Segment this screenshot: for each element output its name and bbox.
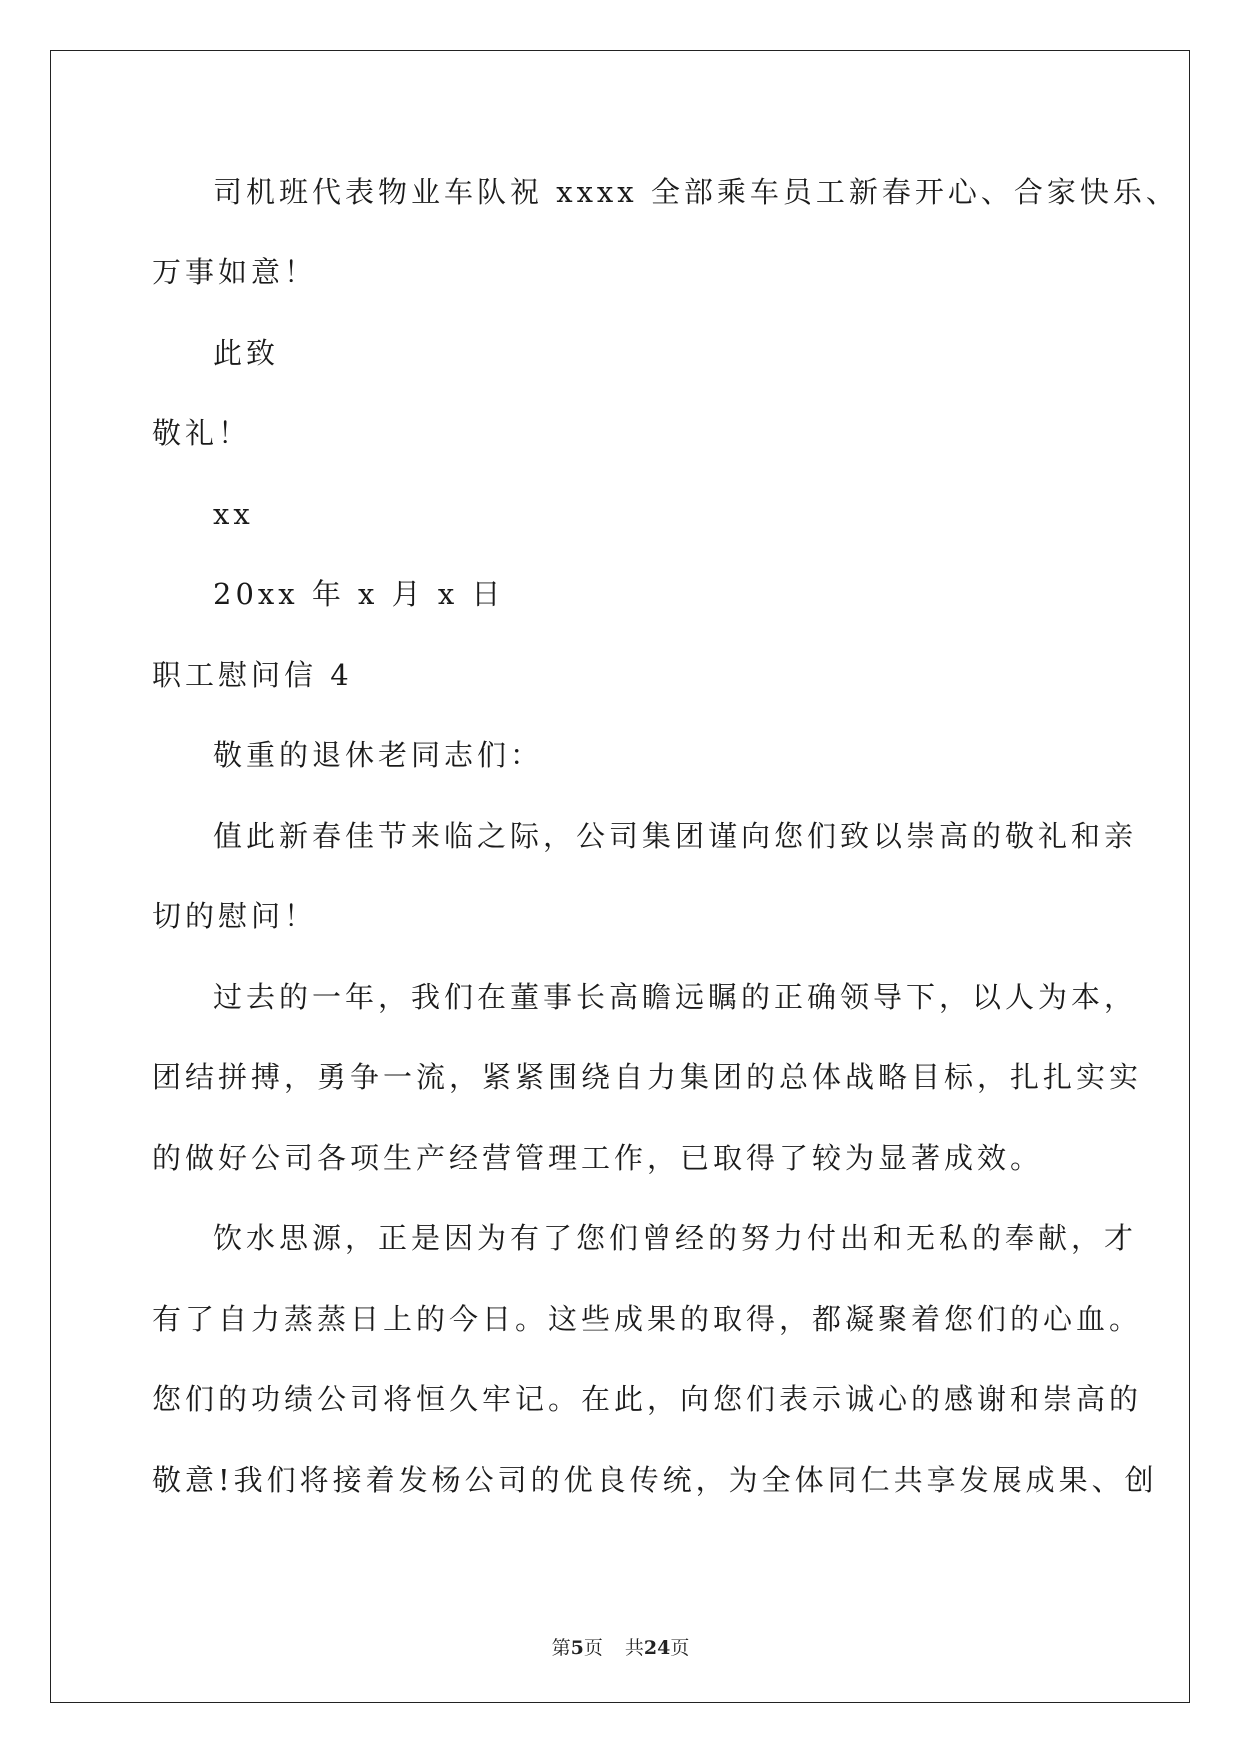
body-line: 切的慰问！ xyxy=(152,899,318,933)
body-line: 饮水思源，正是因为有了您们曾经的努力付出和无私的奉献，才 xyxy=(213,1221,1138,1255)
body-line: 值此新春佳节来临之际，公司集团谨向您们致以崇高的敬礼和亲 xyxy=(213,819,1138,853)
body-line: 团结拼搏，勇争一流，紧紧围绕自力集团的总体战略目标，扎扎实实 xyxy=(152,1060,1143,1094)
total-pages: 24 xyxy=(643,1637,671,1659)
page-footer xyxy=(0,1633,1241,1660)
body-line: 您们的功绩公司将恒久牢记。在此，向您们表示诚心的感谢和崇高的 xyxy=(152,1382,1143,1416)
section-heading: 职工慰问信 4 xyxy=(152,658,353,692)
page-number: 5 xyxy=(570,1637,584,1659)
body-line: 有了自力蒸蒸日上的今日。这些成果的取得，都凝聚着您们的心血。 xyxy=(152,1302,1143,1336)
closing-line: 此致 xyxy=(213,336,280,370)
body-line: 万事如意！ xyxy=(152,255,318,289)
page-suffix: 页 xyxy=(583,1637,603,1659)
salutation-line: 敬礼！ xyxy=(152,416,252,450)
body-line: 的做好公司各项生产经营管理工作，已取得了较为显著成效。 xyxy=(152,1141,1044,1175)
page-prefix: 第 xyxy=(551,1637,571,1659)
total-prefix: 共 xyxy=(624,1637,644,1659)
total-suffix: 页 xyxy=(670,1637,690,1659)
greeting-line: 敬重的退休老同志们： xyxy=(213,738,544,772)
body-line: 司机班代表物业车队祝 xxxx 全部乘车员工新春开心、合家快乐、 xyxy=(213,175,1179,209)
body-line: 敬意!我们将接着发杨公司的优良传统，为全体同仁共享发展成果、创 xyxy=(152,1463,1158,1497)
date-line: 20xx 年 x 月 x 日 xyxy=(213,577,505,611)
page-border xyxy=(50,50,1190,1703)
body-line: 过去的一年，我们在董事长高瞻远瞩的正确领导下，以人为本， xyxy=(213,980,1138,1014)
signature-line: xx xyxy=(213,497,254,531)
